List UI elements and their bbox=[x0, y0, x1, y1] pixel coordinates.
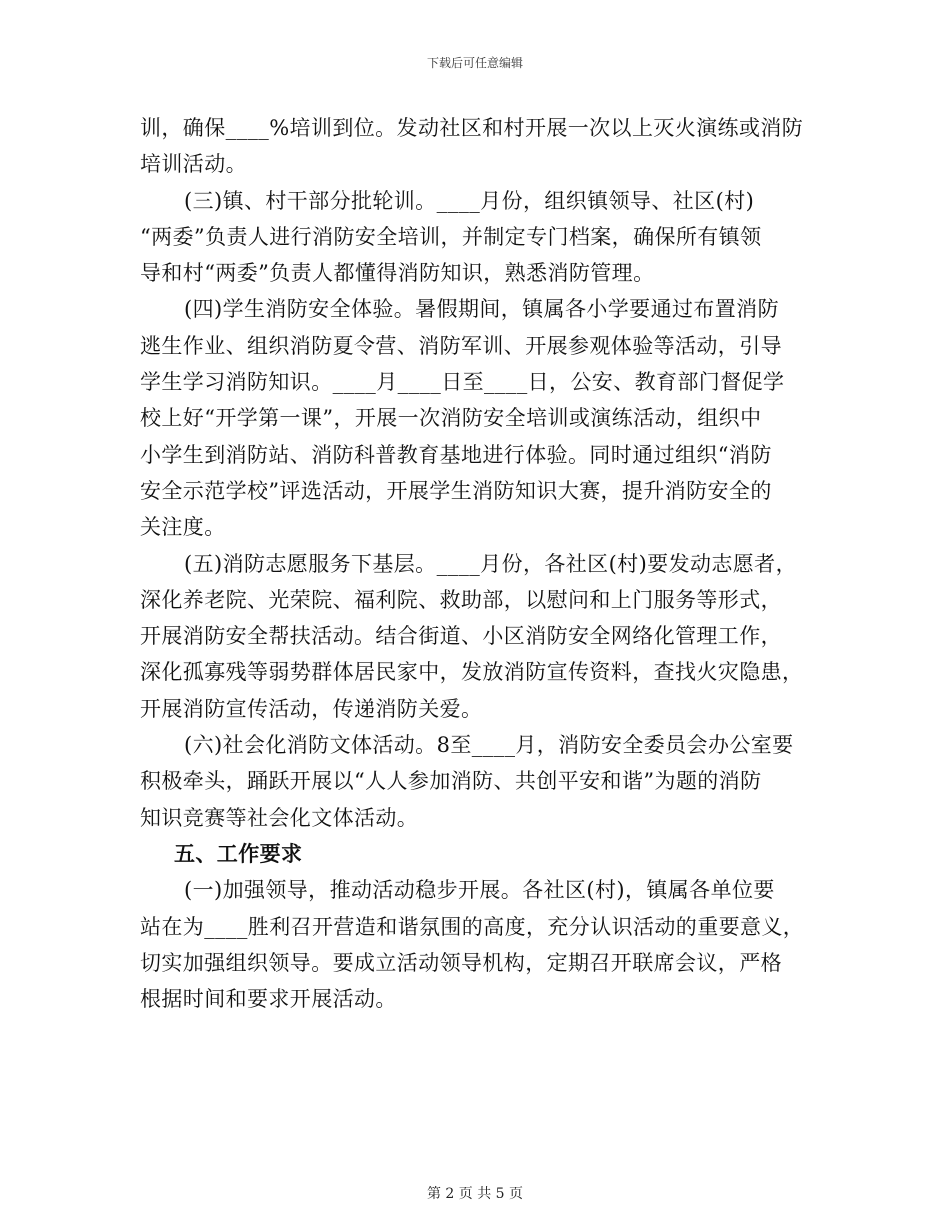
body-line: 安全示范学校”评选活动，开展学生消防知识大赛，提升消防安全的 bbox=[140, 478, 772, 503]
document-body bbox=[140, 110, 812, 1017]
body-line: 站在为____胜利召开营造和谐氛围的高度，充分认识活动的重要意义， bbox=[140, 914, 805, 939]
body-line: 导和村“两委”负责人都懂得消防知识，熟悉消防管理。 bbox=[140, 261, 655, 286]
body-line: 学生学习消防知识。____月____日至____日，公安、教育部门督促学 bbox=[140, 370, 785, 395]
body-line: 开展消防安全帮扶活动。结合街道、小区消防安全网络化管理工作， bbox=[140, 624, 782, 649]
body-line: 切实加强组织领导。要成立活动领导机构，定期召开联席会议，严格 bbox=[140, 950, 782, 975]
paragraph-start-line: (四)学生消防安全体验。暑假期间，镇属各小学要通过布置消防 bbox=[184, 297, 779, 322]
body-line: 校上好“开学第一课”，开展一次消防安全培训或演练活动，组织中 bbox=[140, 406, 762, 431]
body-line: 开展消防宣传活动，传递消防关爱。 bbox=[140, 696, 483, 721]
page-number: 第 2 页 共 5 页 bbox=[426, 1186, 524, 1202]
body-line: 小学生到消防站、消防科普教育基地进行体验。同时通过组织“消防 bbox=[140, 442, 772, 467]
body-line: 培训活动。 bbox=[140, 152, 247, 177]
body-line: 深化养老院、光荣院、福利院、救助部，以慰问和上门服务等形式， bbox=[140, 587, 782, 612]
paragraph-start-line: (一)加强领导，推动活动稳步开展。各社区(村)，镇属各单位要 bbox=[184, 878, 775, 903]
section-heading: 五、工作要求 bbox=[174, 840, 303, 866]
body-line: “两委”负责人进行消防安全培训，并制定专门档案，确保所有镇领 bbox=[140, 224, 762, 249]
body-line: 积极牵头，踊跃开展以“人人参加消防、共创平安和谐”为题的消防 bbox=[140, 769, 762, 794]
body-line: 根据时间和要求开展活动。 bbox=[140, 987, 397, 1012]
body-line: 知识竞赛等社会化文体活动。 bbox=[140, 805, 419, 830]
page-header: 下载后可任意编辑 bbox=[426, 56, 523, 70]
paragraph-start-line: (三)镇、村干部分批轮训。____月份，组织镇领导、社区(村) bbox=[184, 188, 755, 213]
body-line: 逃生作业、组织消防夏令营、消防军训、开展参观体验等活动，引导 bbox=[140, 333, 782, 358]
paragraph-start-line: (五)消防志愿服务下基层。____月份，各社区(村)要发动志愿者， bbox=[184, 551, 797, 576]
body-line: 关注度。 bbox=[140, 515, 226, 540]
body-line: 训，确保____%培训到位。发动社区和村开展一次以上灭火演练或消防 bbox=[140, 116, 804, 140]
body-line: 深化孤寡残等弱势群体居民家中，发放消防宣传资料，查找火灾隐患， bbox=[140, 660, 804, 685]
paragraph-start-line: (六)社会化消防文体活动。8至____月，消防安全委员会办公室要 bbox=[184, 733, 794, 758]
